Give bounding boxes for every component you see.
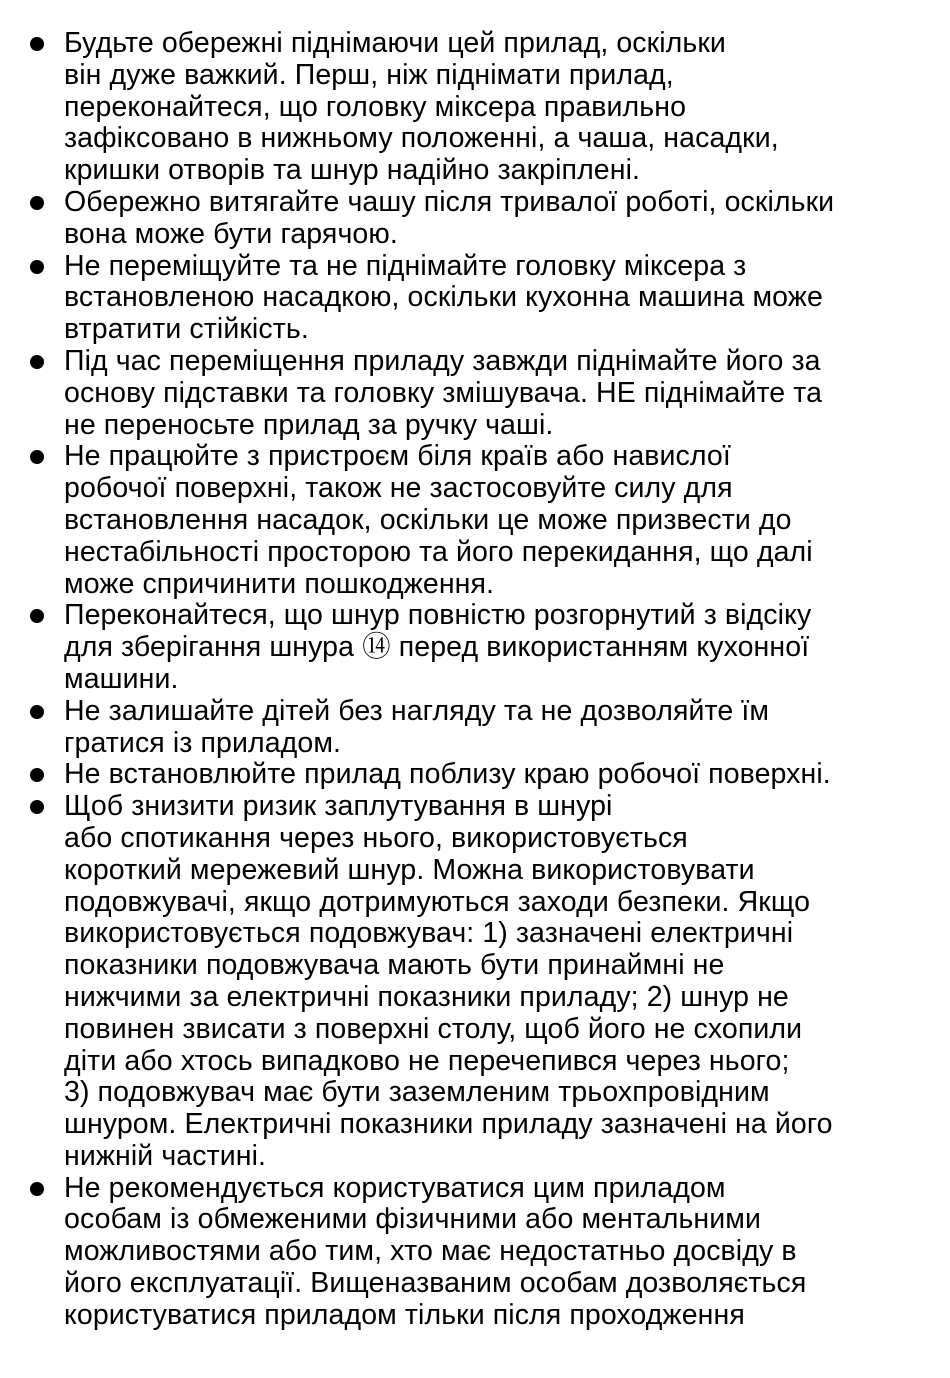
list-item <box>0 187 950 251</box>
bullet-icon <box>30 768 44 782</box>
list-item-text <box>64 696 930 760</box>
text-line: подовжувачі, якщо дотримуються заходи безпеки. Якщо <box>64 885 811 918</box>
list-item <box>0 791 950 1173</box>
text-line: встановленою насадкою, оскільки кухонна машина може <box>64 281 823 314</box>
list-item-text <box>64 1173 930 1332</box>
list-item-text <box>64 600 930 695</box>
text-line: Щоб знизити ризик заплутування в шнурі <box>64 790 613 823</box>
text-line: Не встановлюйте прилад поблизу краю робочої поверхні. <box>64 758 831 791</box>
text-line: Не працюйте з пристроєм біля країв або навислої <box>64 440 731 473</box>
text-line: короткий мережевий шнур. Можна використовувати <box>64 853 755 886</box>
text-line: він дуже важкий. Перш, ніж піднімати прилад, <box>64 58 674 91</box>
text-line: зафіксовано в нижньому положенні, а чаша, насадки, <box>64 122 779 155</box>
text-line: Переконайтеся, що шнур повністю розгорнутий з відсіку <box>64 599 812 632</box>
list-item <box>0 696 950 760</box>
text-line: гратися із приладом. <box>64 726 342 759</box>
bullet-icon <box>30 196 44 210</box>
text-line: основу підставки та головку змішувача. НЕ піднімайте та <box>64 376 823 409</box>
bullet-icon <box>30 609 44 623</box>
bullet-icon <box>30 450 44 464</box>
bullet-icon <box>30 800 44 814</box>
text-line: діти або хтось випадково не перечепився через нього; <box>64 1044 790 1077</box>
text-line: можливостями або тим, хто має недостатньо досвіду в <box>64 1235 797 1268</box>
document-page <box>0 28 950 1332</box>
list-item-text <box>64 346 930 441</box>
bullet-icon <box>30 355 44 369</box>
text-line: робочої поверхні, також не застосовуйте силу для <box>64 472 733 505</box>
text-line: нижчими за електричні показники приладу; 2) шнур не <box>64 980 789 1013</box>
list-item <box>0 346 950 441</box>
bullet-icon <box>30 1182 44 1196</box>
text-line: його експлуатації. Вищеназваним особам дозволяється <box>64 1267 807 1300</box>
text-line: використовується подовжувач: 1) зазначені електричні <box>64 917 794 950</box>
list-item-text <box>64 187 930 251</box>
text-line: нестабільності просторою та його перекидання, що далі <box>64 535 813 568</box>
text-line: користуватися приладом тільки після проходження <box>64 1298 745 1331</box>
text-line: не переносьте прилад за ручку чаші. <box>64 408 554 441</box>
text-line: Не залишайте дітей без нагляду та не дозволяйте їм <box>64 694 770 727</box>
bullet-icon <box>30 37 44 51</box>
text-line: шнуром. Електричні показники приладу зазначені на його <box>64 1108 833 1141</box>
list-item <box>0 1173 950 1332</box>
list-item-text <box>64 441 930 600</box>
text-line: особам із обмеженими фізичними або ментальними <box>64 1203 761 1236</box>
bullet-icon <box>30 705 44 719</box>
list-item-text <box>64 28 930 187</box>
text-line: може спричинити пошкодження. <box>64 567 495 600</box>
list-item <box>0 600 950 695</box>
text-line: Не рекомендується користуватися цим приладом <box>64 1171 726 1204</box>
text-line: показники подовжувача мають бути принаймні не <box>64 949 725 982</box>
safety-bullet-list <box>0 28 950 1332</box>
text-line: кришки отворів та шнур надійно закріплені. <box>64 154 641 187</box>
text-line: 3) подовжувач має бути заземленим трьохпровідним <box>64 1076 770 1109</box>
text-line: вона може бути гарячою. <box>64 217 398 250</box>
text-line: для зберігання шнура ⑭ перед використанням кухонної <box>64 631 810 664</box>
list-item-text <box>64 759 930 791</box>
text-line: Обережно витягайте чашу після тривалої роботі, оскільки <box>64 185 835 218</box>
text-line: нижній частині. <box>64 1139 267 1172</box>
text-line: Під час переміщення приладу завжди піднімайте його за <box>64 344 821 377</box>
bullet-icon <box>30 260 44 274</box>
list-item <box>0 441 950 600</box>
text-line: або спотикання через нього, використовується <box>64 821 688 854</box>
text-line: машини. <box>64 662 179 695</box>
text-line: Будьте обережні піднімаючи цей прилад, оскільки <box>64 27 726 59</box>
text-line: втратити стійкість. <box>64 313 309 346</box>
list-item-text <box>64 251 930 346</box>
list-item-text <box>64 791 930 1173</box>
text-line: встановлення насадок, оскільки це може призвести до <box>64 503 792 536</box>
list-item <box>0 759 950 791</box>
text-line: Не переміщуйте та не піднімайте головку міксера з <box>64 249 747 282</box>
list-item <box>0 251 950 346</box>
text-line: повинен звисати з поверхні столу, щоб його не схопили <box>64 1012 803 1045</box>
text-line: переконайтеся, що головку міксера правильно <box>64 90 687 123</box>
list-item <box>0 28 950 187</box>
